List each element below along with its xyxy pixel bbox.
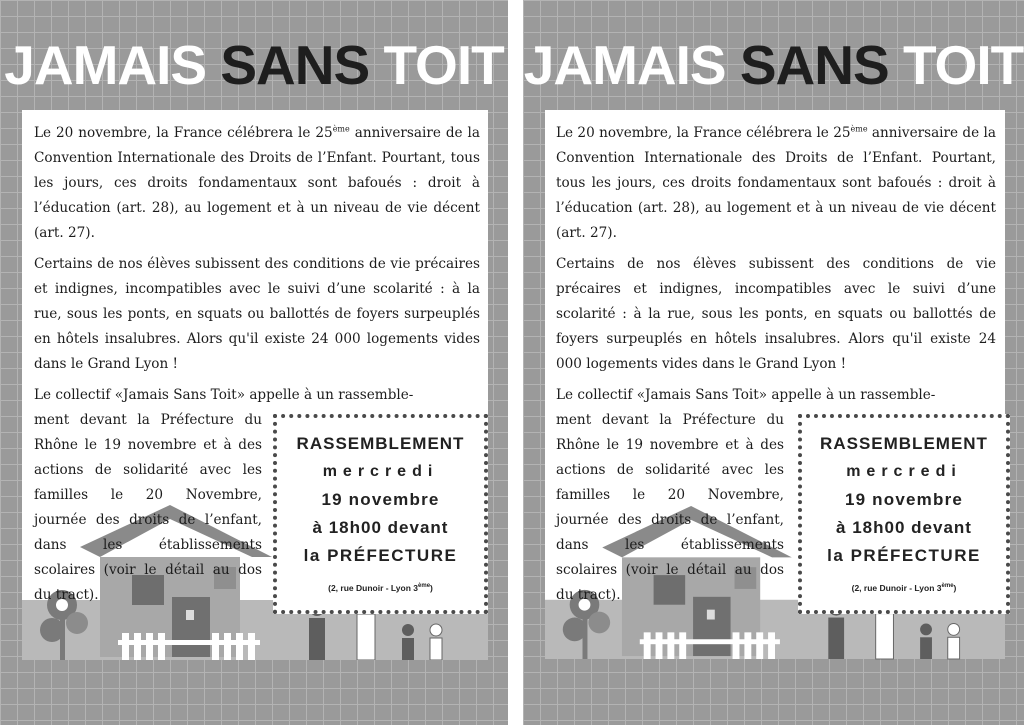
rally-address: (2, rue Dunoir - Lyon 3ème) (328, 582, 433, 593)
rally-address: (2, rue Dunoir - Lyon 3ème) (851, 582, 957, 593)
flyer-left (0, 0, 508, 725)
paragraph-1: Le 20 novembre, la France célébrera le 25ème anniversaire de la Convention Internationale des Droits de l’Enfant. Pourtant, tous les jours, ces droits fondamentaux sont bafoués : droit à l’éducation (art. 28), au logement et à un niveau de vie décent (art. 27). (556, 124, 996, 241)
rally-callout-box: RASSEMBLEMENT mercredi 19 novembre à 18h00 devant la PRÉFECTURE (2, rue Dunoir - Lyon 3ème) (273, 414, 488, 614)
headline-word-sans: SANS (739, 34, 889, 96)
headline-word-jamais: JAMAIS (523, 34, 726, 96)
paragraph-1: Le 20 novembre, la France célébrera le 25ème anniversaire de la Convention Internationale des Droits de l’Enfant. Pourtant, tous les jours, ces droits fondamentaux sont bafoués : droit à l’éducation (art. 28), au logement et à un niveau de vie décent (art. 27). (34, 124, 480, 241)
headline-word-jamais: JAMAIS (4, 34, 207, 96)
headline (523, 34, 1024, 96)
paragraph-3: Le collectif «Jamais Sans Toit» appelle à un rassemble- ment devant la Préfecture du Rhône le 19 novembre et à des actions de solidarité avec les familles le 20 Novembre, journée des droits de l’enfant, dans les établissements scolaires (voir le détail au dos du tract). (556, 387, 936, 603)
headline-word-sans: SANS (220, 34, 370, 96)
headline-word-toit: TOIT (902, 34, 1024, 96)
headline-word-toit: TOIT (383, 34, 504, 96)
rally-callout-box: RASSEMBLEMENT mercredi 19 novembre à 18h00 devant la PRÉFECTURE (2, rue Dunoir - Lyon 3ème) (798, 414, 1010, 614)
headline (0, 34, 508, 96)
flyer-right (523, 0, 1024, 725)
paragraph-2: Certains de nos élèves subissent des conditions de vie précaires et indignes, incompatibles avec le suivi d’une scolarité : à la rue, sous les ponts, en squats ou ballottés de foyers surpeuplés en hôtels insalubres. Alors qu'il existe 24 000 logements vides dans le Grand Lyon ! (34, 256, 480, 372)
paragraph-2: Certains de nos élèves subissent des conditions de vie précaires et indignes, incompatibles avec le suivi d’une scolarité : à la rue, sous les ponts, en squats ou ballottés de foyers surpeuplés en hôtels insalubres. Alors qu'il existe 24 000 logements vides dans le Grand Lyon ! (556, 256, 996, 372)
paragraph-3: Le collectif «Jamais Sans Toit» appelle à un rassemble- ment devant la Préfecture du Rhône le 19 novembre et à des actions de solidarité avec les familles le 20 Novembre, journée des droits de l’enfant, dans les établissements scolaires (voir le détail au dos du tract). (34, 387, 414, 603)
